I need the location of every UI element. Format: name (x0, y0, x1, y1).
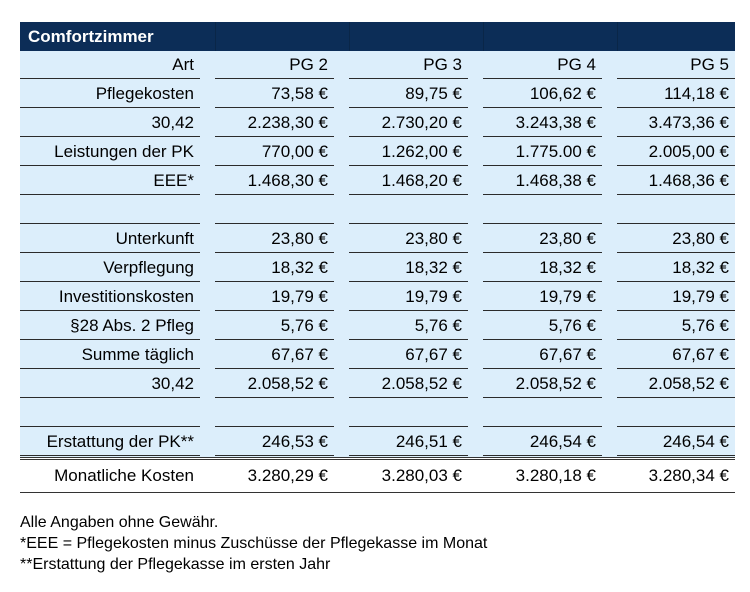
cell-value: 19,79 € (617, 283, 735, 311)
header-row (20, 51, 735, 80)
cell-value: 67,67 € (617, 341, 735, 369)
row-label: Leistungen der PK (20, 138, 200, 166)
cell-value: 23,80 € (215, 225, 334, 253)
cell-value: 89,75 € (349, 80, 468, 108)
table-row (20, 283, 735, 312)
table-row (20, 138, 735, 167)
cell-value: 23,80 € (617, 225, 735, 253)
cell-value (617, 196, 735, 224)
row-label: Verpflegung (20, 254, 200, 282)
cell-value: 2.238,30 € (215, 109, 334, 137)
cell-value: 1.775.00 € (483, 138, 602, 166)
cell-value (349, 196, 468, 224)
cell-value: 114,18 € (617, 80, 735, 108)
cell-value: 19,79 € (349, 283, 468, 311)
cell-value: PG 2 (215, 51, 334, 79)
cell-value: 246,54 € (483, 428, 602, 456)
row-label: Art (20, 51, 200, 79)
cell-value: 5,76 € (349, 312, 468, 340)
cell-value: PG 5 (617, 51, 735, 79)
table-row (20, 341, 735, 370)
table-row (20, 370, 735, 399)
cell-value: 1.468,38 € (483, 167, 602, 195)
footnote-disclaimer: Alle Angaben ohne Gewähr. (20, 514, 219, 531)
row-label: Pflegekosten (20, 80, 200, 108)
footnotes (20, 512, 487, 575)
cell-value: 2.058,52 € (483, 370, 602, 398)
cell-value: 2.730,20 € (349, 109, 468, 137)
row-label: Unterkunft (20, 225, 200, 253)
cell-value: 770,00 € (215, 138, 334, 166)
cell-value (483, 399, 602, 427)
row-label: §28 Abs. 2 Pfleg (20, 312, 200, 340)
cell-value: 1.468,20 € (349, 167, 468, 195)
table-row (20, 254, 735, 283)
table-row (20, 312, 735, 341)
cell-value: 3.243,38 € (483, 109, 602, 137)
cell-value (215, 196, 334, 224)
table-row (20, 399, 735, 428)
cell-value: 5,76 € (483, 312, 602, 340)
cell-value: 67,67 € (349, 341, 468, 369)
cell-value: 2.005,00 € (617, 138, 735, 166)
cell-value: 3.473,36 € (617, 109, 735, 137)
row-label: Investitionskosten (20, 283, 200, 311)
total-row (20, 457, 735, 493)
cell-value: 2.058,52 € (349, 370, 468, 398)
cell-value: 19,79 € (215, 283, 334, 311)
cell-value: 18,32 € (483, 254, 602, 282)
cell-value: 18,32 € (215, 254, 334, 282)
cell-value (617, 399, 735, 427)
footnote-eee: *EEE = Pflegekosten minus Zuschüsse der Pflegekasse im Monat (20, 535, 488, 552)
row-label: 30,42 (20, 109, 200, 137)
cell-value: 3.280,18 € (515, 466, 596, 485)
cell-value: 67,67 € (215, 341, 334, 369)
cell-value: 73,58 € (215, 80, 334, 108)
cell-value: 19,79 € (483, 283, 602, 311)
table-row (20, 428, 735, 457)
cell-value: 1.262,00 € (349, 138, 468, 166)
cell-value: 23,80 € (349, 225, 468, 253)
row-label (20, 399, 200, 427)
cost-table (20, 22, 735, 493)
row-label: Summe täglich (20, 341, 200, 369)
cell-value: 246,53 € (215, 428, 334, 456)
table-row (20, 196, 735, 225)
cell-value: 2.058,52 € (617, 370, 735, 398)
cell-value: PG 4 (483, 51, 602, 79)
cell-value: 18,32 € (617, 254, 735, 282)
table-row (20, 225, 735, 254)
cell-value: 5,76 € (215, 312, 334, 340)
table-title-text: Comfortzimmer (28, 27, 154, 46)
row-label: 30,42 (20, 370, 200, 398)
row-label (20, 196, 200, 224)
cell-value: 106,62 € (483, 80, 602, 108)
cell-value (349, 399, 468, 427)
cell-value: 5,76 € (617, 312, 735, 340)
cell-value: 3.280,34 € (648, 466, 729, 485)
table-row (20, 80, 735, 109)
cell-value: 2.058,52 € (215, 370, 334, 398)
cell-value (215, 399, 334, 427)
footnote-erstattung: **Erstattung der Pflegekasse im ersten Jahr (20, 556, 331, 573)
table-body (20, 51, 735, 493)
table-row (20, 109, 735, 138)
cell-value: PG 3 (349, 51, 468, 79)
cell-value: 67,67 € (483, 341, 602, 369)
table-title (20, 22, 735, 51)
row-label: Erstattung der PK** (20, 428, 200, 456)
cell-value: 3.280,29 € (247, 466, 328, 485)
cell-value: 1.468,30 € (215, 167, 334, 195)
cell-value: 23,80 € (483, 225, 602, 253)
cell-value: 18,32 € (349, 254, 468, 282)
row-label: Monatliche Kosten (54, 466, 194, 485)
row-label: EEE* (20, 167, 200, 195)
cell-value: 3.280,03 € (381, 466, 462, 485)
cell-value (483, 196, 602, 224)
cell-value: 246,54 € (617, 428, 735, 456)
cell-value: 1.468,36 € (617, 167, 735, 195)
table-row (20, 167, 735, 196)
cell-value: 246,51 € (349, 428, 468, 456)
